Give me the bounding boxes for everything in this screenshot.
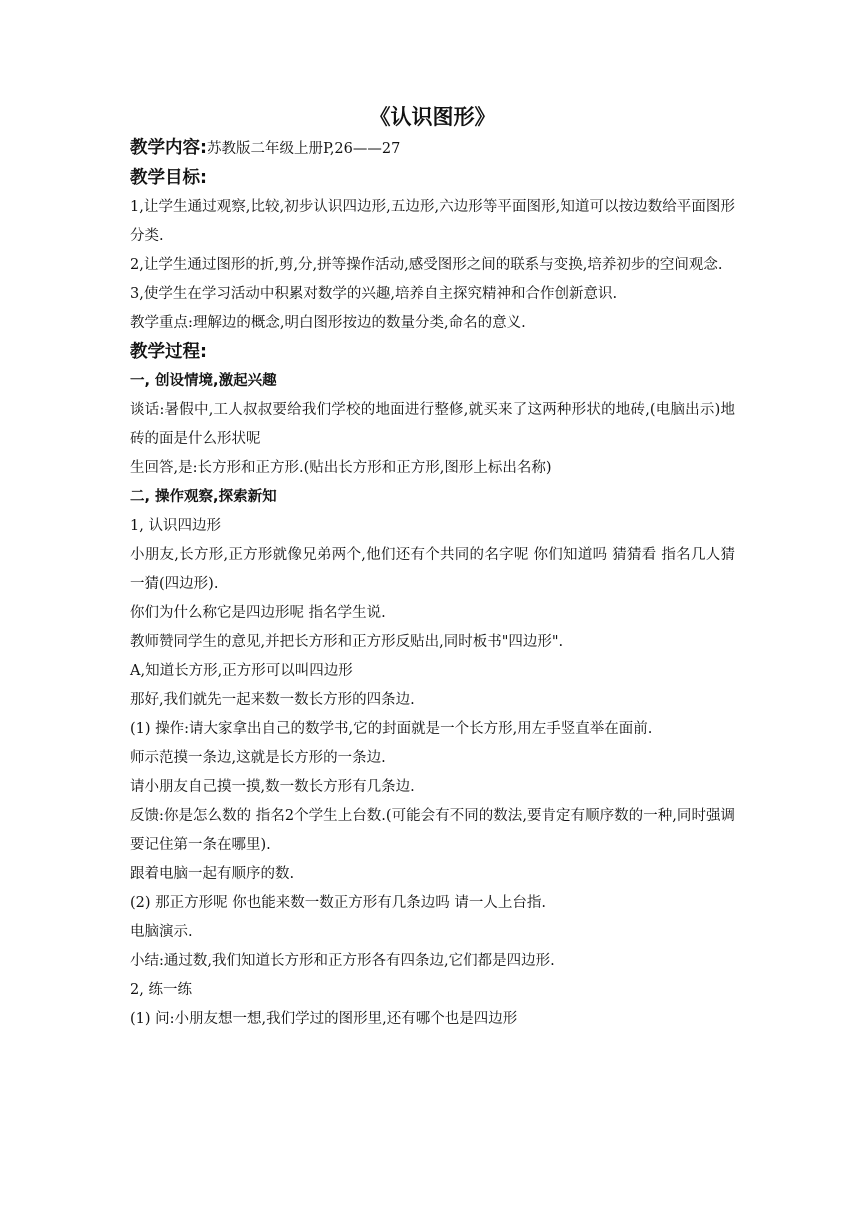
paragraph: 2, 练一练 (130, 982, 192, 998)
paragraph: (1) 操作:请大家拿出自己的数学书,它的封面就是一个长方形,用左手竖直举在面前. (130, 721, 653, 737)
key-points: 教学重点:理解边的概念,明白图形按边的数量分类,命名的意义. (130, 315, 526, 331)
document-title: 《认识图形》 (369, 105, 496, 129)
section-heading: 一, 创设情境,激起兴趣 (130, 373, 277, 389)
paragraph: 电脑演示. (130, 924, 193, 940)
goal-item: 3,使学生在学习活动中积累对数学的兴趣,培养自主探究精神和合作创新意识. (130, 286, 618, 302)
paragraph: 师示范摸一条边,这就是长方形的一条边. (130, 750, 386, 766)
paragraph: (1) 问:小朋友想一想,我们学过的图形里,还有哪个也是四边形 (130, 1011, 518, 1027)
paragraph: 1, 认识四边形 (130, 518, 221, 534)
goal-item: 2,让学生通过图形的折,剪,分,拼等操作活动,感受图形之间的联系与变换,培养初步的空间观念. (130, 257, 723, 273)
teaching-goals-heading: 教学目标: (130, 168, 207, 188)
paragraph: 小朋友,长方形,正方形就像兄弟两个,他们还有个共同的名字呢 你们知道吗 猜猜看 指名几人猜一猜(四边形). (130, 547, 735, 592)
goal-item: 1,让学生通过观察,比较,初步认识四边形,五边形,六边形等平面图形,知道可以按边数给平面图形分类. (130, 199, 735, 244)
paragraph: (2) 那正方形呢 你也能来数一数正方形有几条边吗 请一人上台指. (130, 895, 546, 911)
section-heading: 二, 操作观察,探索新知 (130, 489, 277, 505)
teaching-process-heading: 教学过程: (130, 342, 207, 362)
teaching-content-value: 苏教版二年级上册P,26——27 (207, 141, 401, 157)
paragraph: 请小朋友自己摸一摸,数一数长方形有几条边. (130, 779, 415, 795)
paragraph: 跟着电脑一起有顺序的数. (130, 866, 295, 882)
paragraph: 谈话:暑假中,工人叔叔要给我们学校的地面进行整修,就买来了这两种形状的地砖,(电脑出示)地砖的面是什么形状呢 (130, 402, 735, 447)
document-page (130, 100, 735, 1034)
paragraph: 反馈:你是怎么数的 指名2个学生上台数.(可能会有不同的数法,要肯定有顺序数的一种,同时强调要记住第一条在哪里). (130, 808, 735, 853)
paragraph: 那好,我们就先一起来数一数长方形的四条边. (130, 692, 415, 708)
paragraph: 教师赞同学生的意见,并把长方形和正方形反贴出,同时板书"四边形". (130, 634, 564, 650)
paragraph: A,知道长方形,正方形可以叫四边形 (130, 663, 353, 679)
teaching-content-label: 教学内容: (130, 138, 207, 158)
paragraph: 小结:通过数,我们知道长方形和正方形各有四条边,它们都是四边形. (130, 953, 555, 969)
teaching-content (130, 134, 735, 164)
paragraph: 你们为什么称它是四边形呢 指名学生说. (130, 605, 386, 621)
paragraph: 生回答,是:长方形和正方形.(贴出长方形和正方形,图形上标出名称) (130, 460, 552, 476)
